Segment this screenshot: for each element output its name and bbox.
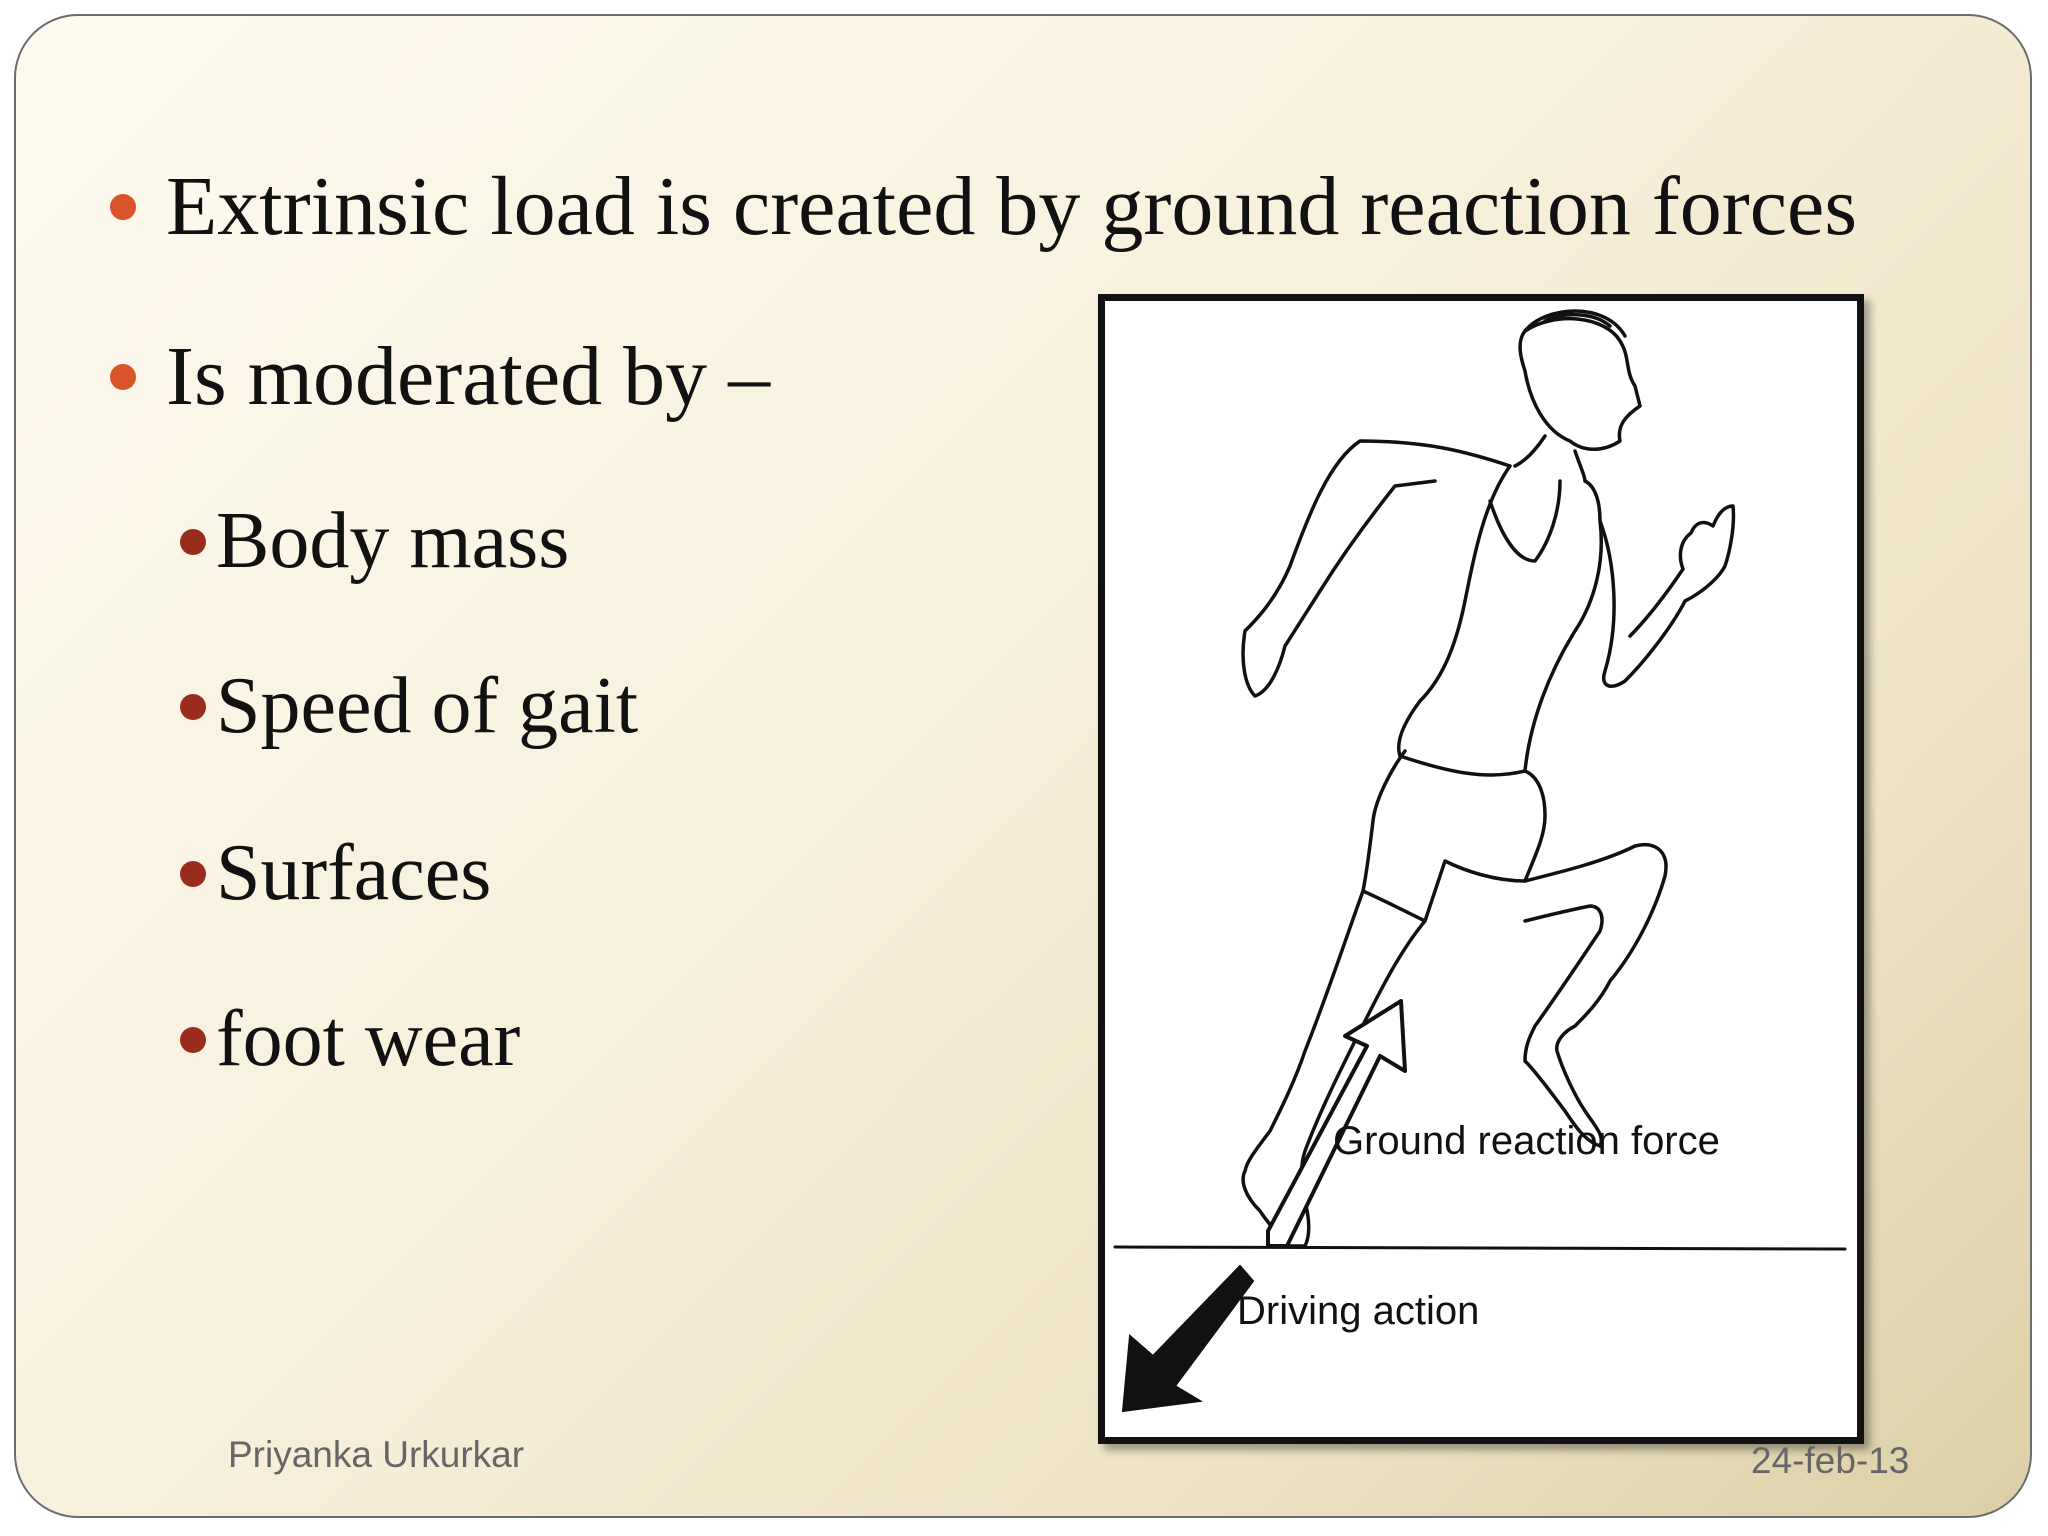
runner-front-leg — [1525, 845, 1666, 1146]
sub-bullet-dot-icon — [180, 861, 206, 887]
bullet-text: Is moderated by – — [166, 330, 771, 423]
bullet-dot-icon — [110, 364, 136, 390]
bullet-text: Extrinsic load is created by ground reaction forces — [166, 160, 1858, 253]
ground-reaction-label: Ground reaction force — [1333, 1119, 1720, 1163]
ground-line — [1115, 1247, 1845, 1249]
runner-head — [1520, 319, 1640, 450]
sub-bullet-dot-icon — [180, 1027, 206, 1053]
sub-bullet-dot-icon — [180, 529, 206, 555]
driving-action-arrow — [1123, 1266, 1253, 1411]
runner-front-arm — [1600, 506, 1733, 686]
driving-action-label: Driving action — [1237, 1289, 1480, 1333]
runner-illustration — [1105, 301, 1857, 1437]
sub-bullet-text: foot wear — [216, 995, 521, 1083]
runner-torso — [1399, 466, 1602, 775]
slide — [14, 14, 2032, 1518]
bullet-item — [110, 158, 1857, 255]
sub-bullet-item — [180, 496, 569, 587]
sub-bullet-item — [180, 828, 491, 919]
sub-bullet-text: Speed of gait — [216, 662, 639, 750]
runner-vest-line — [1490, 481, 1560, 561]
bullet-dot-icon — [110, 194, 136, 220]
sub-bullet-text: Surfaces — [216, 829, 492, 917]
runner-back-arm — [1243, 441, 1510, 696]
footer-author: Priyanka Urkurkar — [228, 1434, 525, 1475]
footer-date: 24-feb-13 — [1751, 1440, 1910, 1481]
bullet-item — [110, 328, 770, 425]
sub-bullet-text: Body mass — [216, 497, 570, 585]
sub-bullet-item — [180, 661, 638, 752]
sub-bullet-dot-icon — [180, 694, 206, 720]
runner-shorts — [1363, 751, 1545, 921]
runner-figure — [1098, 294, 1864, 1444]
sub-bullet-item — [180, 994, 520, 1085]
